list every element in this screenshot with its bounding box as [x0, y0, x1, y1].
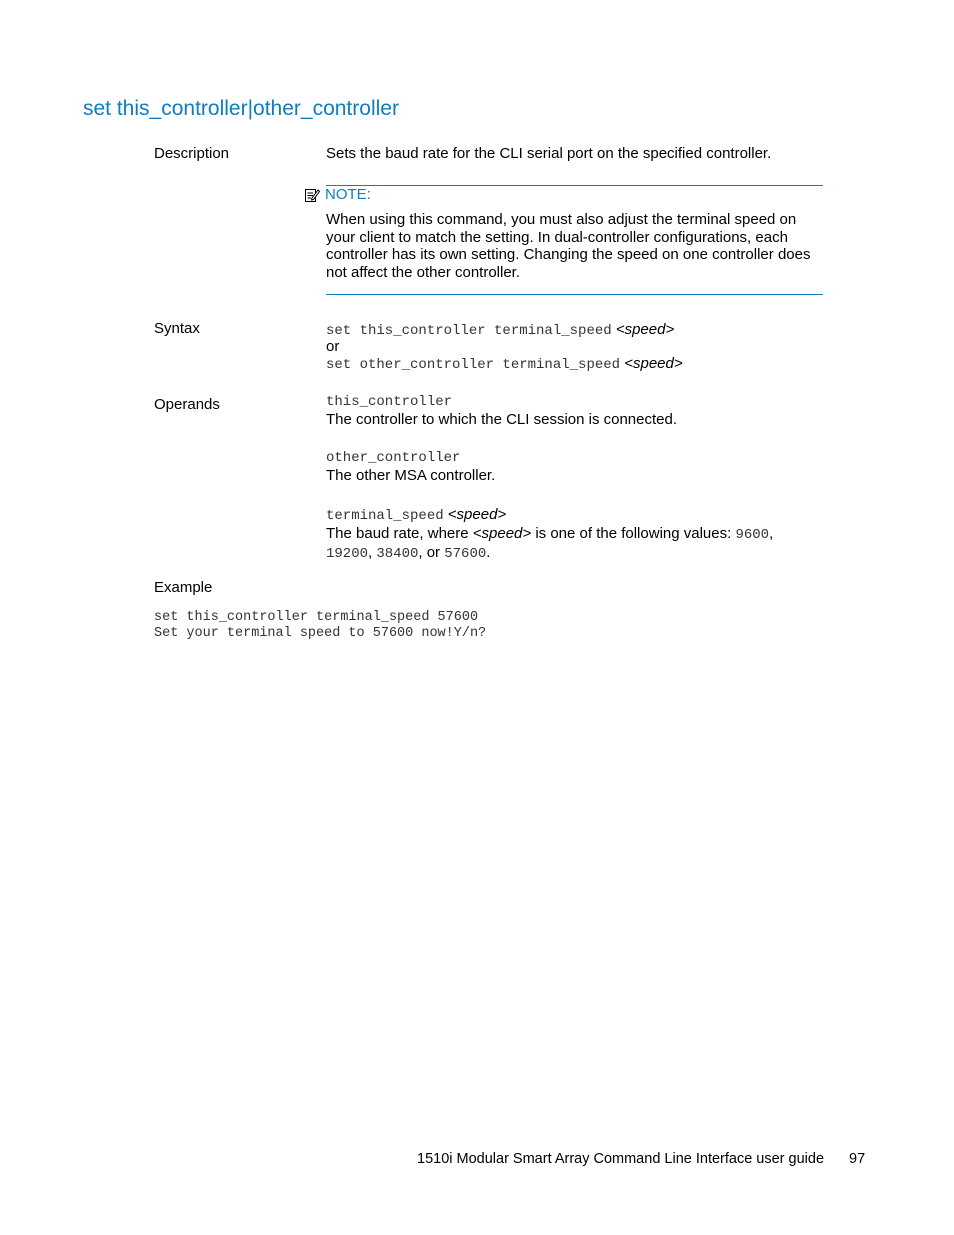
speed-sep-or: , or [418, 544, 441, 561]
description-label: Description [154, 145, 230, 162]
speed-sep: , [368, 544, 373, 561]
example-line: Set your terminal speed to 57600 now!Y/n? [154, 626, 487, 641]
syntax-code-2: set other_controller terminal_speed [326, 357, 621, 373]
speed-sep: , [769, 525, 774, 542]
operands-label: Operands [154, 396, 220, 413]
note-icon [304, 187, 320, 203]
speed-value-19200: 19200 [326, 546, 369, 562]
footer-guide-title: 1510i Modular Smart Array Command Line Interface user guide [417, 1151, 825, 1167]
operand-desc: The other MSA controller. [326, 467, 496, 484]
operand-name: terminal_speed [326, 508, 444, 524]
speed-value-57600: 57600 [444, 546, 487, 562]
syntax-param-1: <speed> [615, 321, 675, 338]
description-text: Sets the baud rate for the CLI serial port on the specified controller. [326, 145, 772, 162]
speed-desc-prefix: The baud rate, where [326, 525, 469, 542]
syntax-or: or [326, 338, 340, 355]
operand-this-controller [326, 394, 677, 428]
operand-name: this_controller [326, 394, 453, 410]
syntax-label: Syntax [154, 320, 200, 337]
note-bottom-rule [326, 294, 823, 295]
speed-value-38400: 38400 [376, 546, 419, 562]
note-heading [304, 186, 371, 203]
speed-desc-param: <speed> [472, 525, 532, 542]
operand-other-controller [326, 450, 495, 484]
example-code [154, 610, 486, 642]
operand-param: <speed> [447, 506, 507, 523]
syntax-code-1: set this_controller terminal_speed [326, 323, 612, 339]
syntax-line-2 [326, 355, 683, 374]
operand-name: other_controller [326, 450, 461, 466]
speed-end: . [486, 544, 491, 561]
example-label: Example [154, 579, 213, 596]
page-title: set this_controller|other_controller [83, 97, 399, 120]
operand-desc: The controller to which the CLI session is connected. [326, 411, 678, 428]
page-number: 97 [849, 1151, 866, 1167]
note-top-rule [326, 185, 823, 186]
operand-terminal-speed [326, 506, 773, 563]
note-heading-text: NOTE: [325, 186, 371, 203]
syntax-param-2: <speed> [624, 355, 683, 372]
note-text: When using this command, you must also adjust the terminal speed on your client to match the setting. In dual-controller configurations, each controller has its own setting. Changing the speed on one controller does not affect the other controller. [326, 211, 811, 281]
speed-desc-mid: is one of the following values: [535, 525, 732, 542]
syntax-line-1 [326, 321, 674, 340]
example-line: set this_controller terminal_speed 57600 [154, 610, 479, 625]
speed-value-9600: 9600 [735, 527, 770, 543]
